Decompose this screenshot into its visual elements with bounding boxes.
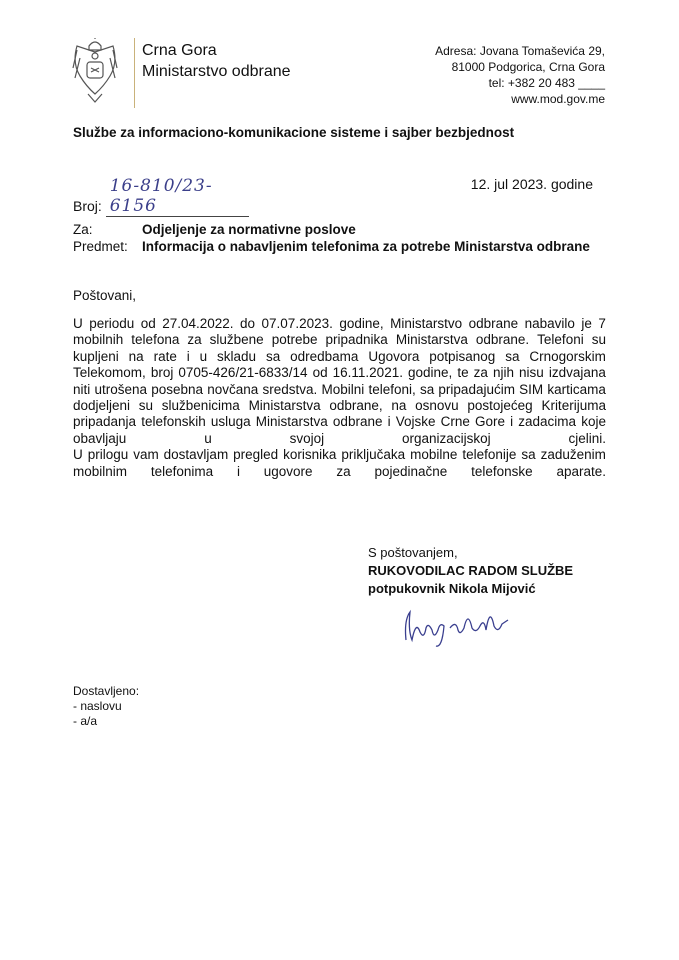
predmet-value: Informacija o nabavljenim telefonima za potrebe Ministarstva odbrane xyxy=(142,239,590,254)
phone-line: tel: +382 20 483 ____ xyxy=(488,76,605,90)
body-line: mobilnim telefonima i ugovore za pojedinačne telefonske aparate. xyxy=(73,463,606,479)
closing-block xyxy=(368,544,573,598)
signatory-name: potpukovnik Nikola Mijović xyxy=(368,581,536,596)
delivery-item: - naslovu xyxy=(73,699,122,713)
body-line: obavljaju u svojoj organizacijskoj cjelini. xyxy=(73,430,606,446)
ministry-name: Ministarstvo odbrane xyxy=(142,63,291,80)
body-line: U periodu od 27.04.2022. do 07.07.2023. godine, Ministarstvo odbrane nabavilo je 7 xyxy=(73,316,606,331)
broj-handwritten-value: 16-810/23-6156 xyxy=(106,176,249,217)
address-line: 81000 Podgorica, Crna Gora xyxy=(451,60,605,74)
za-value: Odjeljenje za normativne poslove xyxy=(142,222,356,237)
body-line: Telekomom, broj 0705-426/21-6833/14 od 16.11.2021. godine, te za njih nisu izdvajana xyxy=(73,365,606,381)
address-block xyxy=(435,43,605,107)
broj-label: Broj: xyxy=(73,198,102,214)
signatory-title: RUKOVODILAC RADOM SLUŽBE xyxy=(368,563,574,578)
predmet-label: Predmet: xyxy=(73,239,128,254)
country-name: Crna Gora xyxy=(142,42,217,59)
za-label: Za: xyxy=(73,222,93,237)
delivery-list xyxy=(73,684,139,729)
body-text xyxy=(73,316,606,480)
body-line: U prilogu vam dostavljam pregled korisnika priključaka mobilne telefonije sa zaduženim xyxy=(73,447,606,463)
body-line: mobilnih telefona za službene potrebe pripadnika Ministarstva odbrane. Telefoni su xyxy=(73,332,606,348)
coat-of-arms-logo xyxy=(72,38,118,104)
delivery-item: - a/a xyxy=(73,714,98,728)
organization-name xyxy=(142,40,291,82)
addressing-block xyxy=(73,221,590,255)
body-line: niti utrošena posebna novčana sredstva. Mobilni telefoni, sa pripadajućim SIM karticama xyxy=(73,381,606,397)
body-line: kupljeni na rate i u skladu sa odredbama Ugovora potpisanog sa Crnogorskim xyxy=(73,348,606,364)
body-line: pripadanja telefonskih usluga Ministarstva odbrane i Vojske Crne Gore i zadacima koje xyxy=(73,414,606,430)
body-line: dodjeljeni su službenicima Ministarstva odbrane, na osnovu postojećeg Kriterijuma xyxy=(73,398,606,414)
website-line: www.mod.gov.me xyxy=(511,92,605,106)
delivery-label: Dostavljeno: xyxy=(73,684,140,698)
header-divider xyxy=(134,38,135,108)
handwritten-signature xyxy=(398,600,518,650)
document-date: 12. jul 2023. godine xyxy=(470,176,593,192)
department-heading: Službe za informaciono-komunikacione sisteme i sajber bezbjednost xyxy=(73,125,515,140)
closing-salutation: S poštovanjem, xyxy=(368,545,458,560)
greeting: Poštovani, xyxy=(73,288,137,303)
reference-number xyxy=(73,176,249,217)
address-line: Adresa: Jovana Tomaševića 29, xyxy=(435,44,605,58)
